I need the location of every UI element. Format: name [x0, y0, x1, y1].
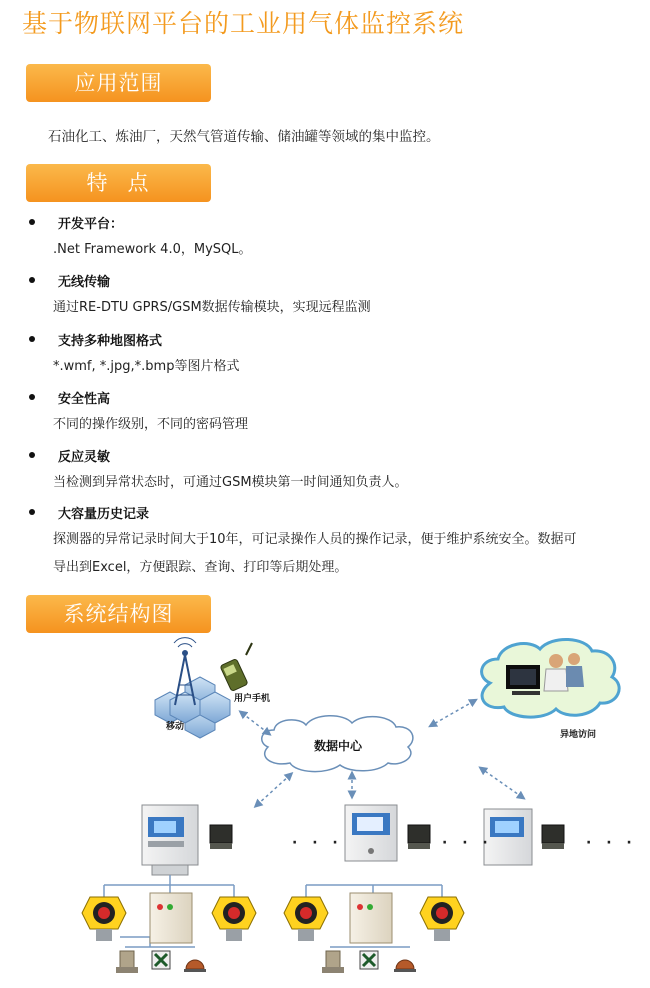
feature-desc: 通过RE-DTU GPRS/GSM数据传输模块，实现远程监测	[53, 300, 371, 315]
data-center-label: 数据中心	[314, 739, 363, 753]
fan-icon-1	[152, 951, 170, 969]
diagram-graphics	[0, 635, 650, 988]
ellipsis-3: · · ·	[586, 835, 637, 851]
fan-icon-2	[360, 951, 378, 969]
feature-title: 反应灵敏	[58, 449, 111, 465]
section-heading-structure: 系统结构图	[26, 595, 211, 633]
alarm-light-icon-1	[184, 960, 206, 972]
feature-title: 支持多种地图格式	[58, 333, 163, 349]
control-cabinet-1	[150, 893, 192, 943]
gas-controller-2	[345, 805, 397, 861]
feature-desc: *.wmf, *.jpg,*.bmp等图片格式	[53, 359, 240, 374]
feature-desc: 当检测到异常状态时，可通过GSM模块第一时间通知负责人。	[53, 475, 408, 490]
gas-controller-1	[142, 805, 198, 875]
feature-desc: .Net Framework 4.0，MySQL。	[53, 242, 252, 257]
feature-title: 安全性高	[58, 391, 111, 407]
bullet-icon	[29, 219, 35, 225]
system-structure-diagram	[0, 635, 650, 988]
feature-item	[26, 329, 626, 381]
feature-desc: 探测器的异常记录时间大于10年，可记录操作人员的操作记录，便于维护系统安全。数据可导出到Excel，方便跟踪、查询、打印等后期处理。	[53, 532, 577, 575]
alarm-light-icon-2	[394, 960, 416, 972]
ellipsis-2: · · ·	[442, 835, 493, 851]
remote-access-label: 异地访问	[560, 730, 597, 740]
section-heading-features	[26, 164, 211, 202]
feature-title: 大容量历史记录	[58, 506, 150, 522]
user-phone-label: 用户手机	[234, 694, 271, 704]
remote-access-cloud	[482, 639, 620, 717]
gas-detector-4	[420, 897, 464, 941]
bullet-icon	[29, 509, 35, 515]
bullet-icon	[29, 277, 35, 283]
bullet-icon	[29, 336, 35, 342]
user-phone-icon	[220, 643, 252, 691]
scope-text: 石油化工、炼油厂，天然气管道传输、储油罐等领域的集中监控。	[48, 129, 440, 145]
feature-item	[26, 502, 586, 582]
page-title: 基于物联网平台的工业用气体监控系统	[22, 9, 465, 38]
control-cabinet-2	[350, 893, 392, 943]
gsm-module-3	[542, 825, 564, 849]
feature-item	[26, 387, 626, 439]
feature-desc: 不同的操作级别，不同的密码管理	[53, 417, 249, 432]
gas-detector-2	[212, 897, 256, 941]
gsm-module-1	[210, 825, 232, 849]
valve-icon-2	[322, 951, 344, 973]
gas-detector-1	[82, 897, 126, 941]
ellipsis-1: · · ·	[292, 835, 343, 851]
feature-title: 无线传输	[58, 274, 111, 290]
feature-title: 开发平台：	[58, 216, 124, 232]
feature-item	[26, 270, 626, 322]
feature-item	[26, 212, 626, 264]
features-heading-text: 特点	[86, 171, 169, 195]
bullet-icon	[29, 452, 35, 458]
gsm-module-2	[408, 825, 430, 849]
bullet-icon	[29, 394, 35, 400]
feature-item	[26, 445, 626, 497]
gas-detector-3	[284, 897, 328, 941]
valve-icon-1	[116, 951, 138, 973]
mobile-label: 移动	[166, 722, 185, 732]
section-heading-scope: 应用范围	[26, 64, 211, 102]
